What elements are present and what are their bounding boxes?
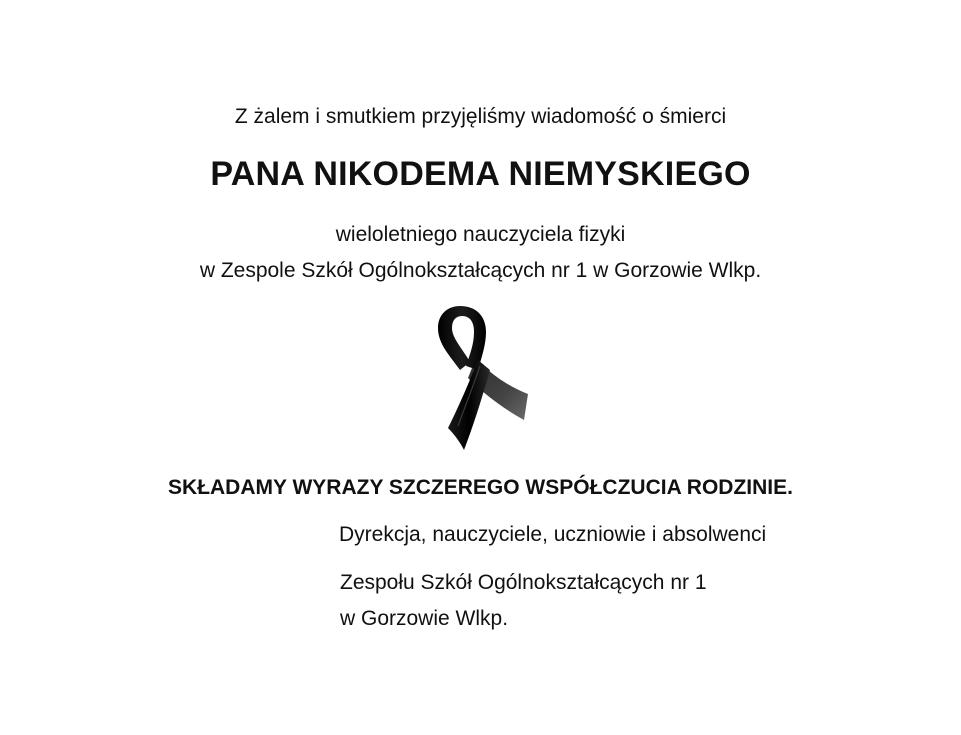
mourning-ribbon-icon [420,300,540,455]
role-line-2: w Zespole Szkół Ogólnokształcących nr 1 w Gorzowie Wlkp. [199,259,762,282]
condolences-text: SKŁADAMY WYRAZY SZCZEREGO WSPÓŁCZUCIA RODZINIE. [168,476,793,499]
signature-line-2: Zespołu Szkół Ogólnokształcących nr 1 [340,571,707,594]
signature-line-1: Dyrekcja, nauczyciele, uczniowie i absolwenci [339,523,767,546]
role-line-1: wieloletniego nauczyciela fizyki [335,223,626,246]
signature-line-3: w Gorzowie Wlkp. [340,607,509,630]
intro-text: Z żalem i smutkiem przyjęliśmy wiadomość o śmierci [234,105,727,128]
deceased-name: PANA NIKODEMA NIEMYSKIEGO [210,155,751,193]
